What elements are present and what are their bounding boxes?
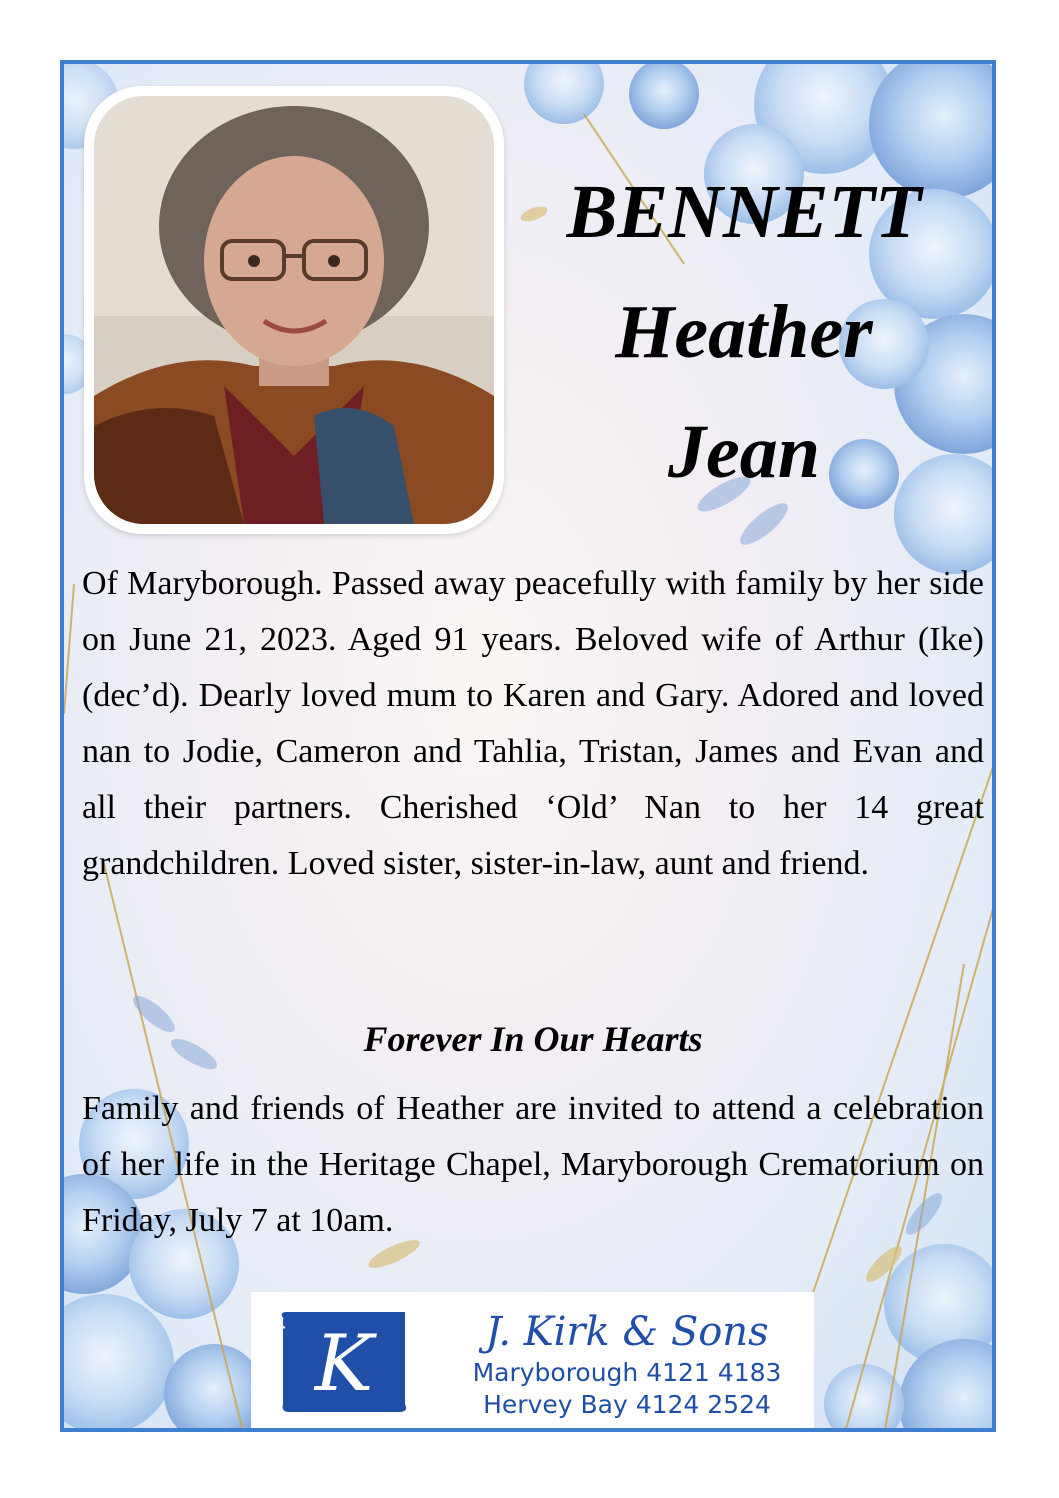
- funeral-director-logo: [251, 1292, 814, 1432]
- funeral-director-name: J. Kirk & Sons: [485, 1309, 769, 1355]
- monogram-letter: K: [314, 1319, 374, 1409]
- portrait-frame: [84, 86, 504, 534]
- monogram-scroll-icon: [275, 1308, 413, 1416]
- memorial-motto: Forever In Our Hearts: [363, 1019, 703, 1059]
- deceased-name: [534, 152, 954, 512]
- surname: BENNETT: [566, 170, 922, 254]
- first-name: Heather: [615, 290, 873, 374]
- phone-hervey-bay: Hervey Bay 4124 2524: [483, 1390, 771, 1419]
- portrait-photo: [94, 96, 494, 524]
- obituary-card: [60, 60, 996, 1432]
- service-details: Family and friends of Heather are invited to attend a celebration of her life in the Heritage Chapel, Maryborough Crematorium on Friday, July 7 at 10am.: [82, 1090, 984, 1239]
- middle-name: Jean: [668, 410, 820, 494]
- roses-bottom-right: [824, 1244, 996, 1432]
- phone-maryborough: Maryborough 4121 4183: [472, 1358, 782, 1387]
- obituary-paragraph: Of Maryborough. Passed away peacefully with family by her side on June 21, 2023. Aged 91 years. Beloved wife of Arthur (Ike) (dec’d). Dearly loved mum to Karen and Gary. Adored and loved nan to Jodie, Cameron and Tahlia, Tristan, James and Evan and all their partners. Cherished ‘Old’ Nan to her 14 great grandchildren. Loved sister, sister-in-law, aunt and friend.: [82, 565, 984, 882]
